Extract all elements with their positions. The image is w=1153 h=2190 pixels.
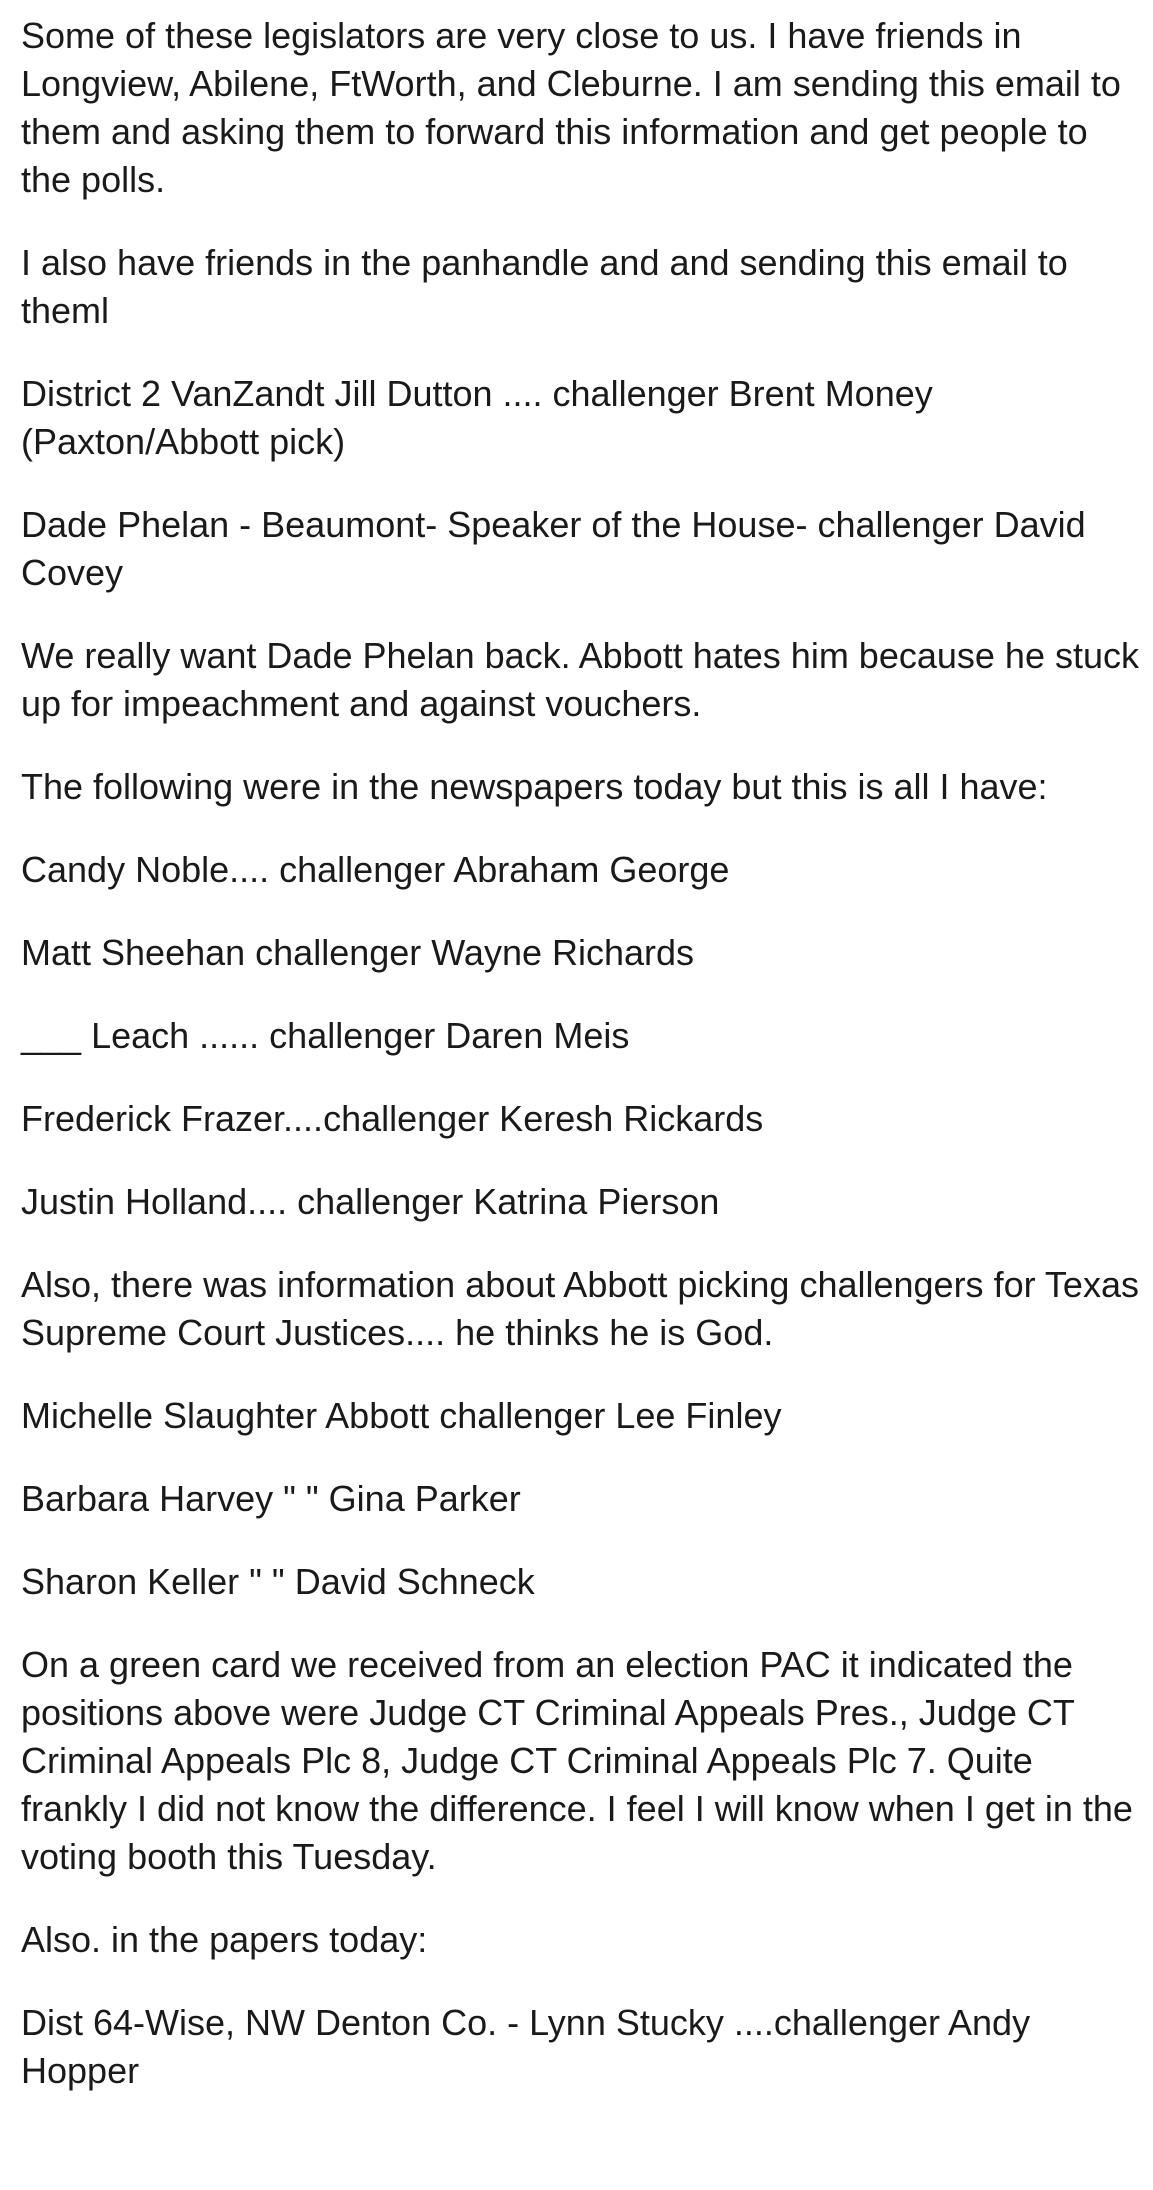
- paragraph-justin-holland: Justin Holland.... challenger Katrina Pierson: [21, 1181, 720, 1222]
- paragraph-district-2: District 2 VanZandt Jill Dutton .... challenger Brent Money (Paxton/Abbott pick): [21, 373, 933, 462]
- paragraph-frederick-frazer: Frederick Frazer....challenger Keresh Rickards: [21, 1098, 764, 1139]
- paragraph-dade-phelan: Dade Phelan - Beaumont- Speaker of the House- challenger David Covey: [21, 504, 1086, 593]
- paragraph-michelle-slaughter: Michelle Slaughter Abbott challenger Lee Finley: [21, 1395, 782, 1436]
- paragraph-phelan-comment: We really want Dade Phelan back. Abbott hates him because he stuck up for impeachment and against vouchers.: [21, 635, 1139, 724]
- paragraph-candy-noble: Candy Noble.... challenger Abraham George: [21, 849, 730, 890]
- paragraph-leach: ___ Leach ...... challenger Daren Meis: [21, 1015, 630, 1056]
- paragraph-sharon-keller: Sharon Keller " " David Schneck: [21, 1561, 535, 1602]
- paragraph-newspapers: The following were in the newspapers today but this is all I have:: [21, 766, 1048, 807]
- paragraph-supreme-court: Also, there was information about Abbott picking challengers for Texas Supreme Court Justices.... he thinks he is God.: [21, 1264, 1139, 1353]
- paragraph-intro: Some of these legislators are very close to us. I have friends in Longview, Abilene, FtWorth, and Cleburne. I am sending this email to them and asking them to forward this information and get people to the polls.: [21, 15, 1121, 200]
- paragraph-dist-64: Dist 64-Wise, NW Denton Co. - Lynn Stucky ....challenger Andy Hopper: [21, 2002, 1031, 2091]
- paragraph-panhandle: I also have friends in the panhandle and and sending this email to theml: [21, 242, 1068, 331]
- paragraph-barbara-harvey: Barbara Harvey " " Gina Parker: [21, 1478, 521, 1519]
- paragraph-green-card: On a green card we received from an election PAC it indicated the positions above were Judge CT Criminal Appeals Pres., Judge CT Criminal Appeals Plc 8, Judge CT Criminal Appeals Plc 7. Quite frankly I did not know the difference. I feel I will know when I get in the voting booth this Tuesday.: [21, 1644, 1133, 1877]
- paragraph-papers-today: Also. in the papers today:: [21, 1919, 428, 1960]
- paragraph-matt-sheehan: Matt Sheehan challenger Wayne Richards: [21, 932, 695, 973]
